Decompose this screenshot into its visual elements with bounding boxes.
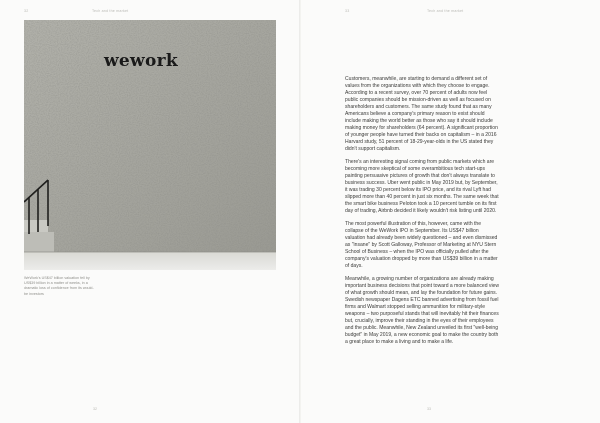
- running-head-page-number: 32: [24, 9, 29, 13]
- stone-step: [24, 220, 48, 232]
- paragraph: Customers, meanwhile, are starting to demand a different set of values from the organizations with which they choose to engage. According to a recent survey, over 70 percent of adults now feel public companies should be mission-driven as well as focused on shareholders and customers. The same study found that as many Americans believe a company's primary reason to exist should include making the world better as those who say it should include making money for shareholders (64 percent). A significant proportion of younger people have turned their backs on capitalism – in a 2016 Harvard study, 51 percent of 18-29-year-olds in the US stated they didn't support capitalism.: [345, 76, 498, 152]
- wework-building-photo: [24, 20, 276, 270]
- running-head-title: Tech and the market: [427, 9, 464, 13]
- page-number-left: 32: [93, 407, 97, 411]
- running-head-title: Tech and the market: [92, 9, 129, 13]
- body-text: [345, 76, 500, 352]
- paragraph: The most powerful illustration of this, however, came with the collapse of the WeWork IPO in September. Its US$47 billion valuation had already been widely questioned – and even dismissed as "insane" by Scott Galloway, Professor of Marketing at NYU Stern School of Business – when the IPO was officially pulled after the company's valuation dropped by more than US$39 billion in a matter of days.: [345, 221, 498, 269]
- stone-base: [24, 232, 54, 252]
- photo-caption: WeWork's US$47 billion valuation fell by US$39 billion in a matter of weeks, in a dramatic loss of confidence from its would-be investors: [24, 275, 94, 296]
- paragraph: Meanwhile, a growing number of organizations are already making important business decisions that point toward a more balanced view of what growth should mean, and lay the foundation for future gains. Swedish newspaper Dagens ETC banned advertising from fossil fuel firms and Walmart stopped selling ammunition for military-style weapons – two purposeful stands that will inevitably hit their finances but, crucially, improve their standing in the eyes of their employees and the public. Meanwhile, New Zealand unveiled its first "well-being budget" in May 2019, a new economic goal to make the country both a great place to make a living and to make a life.: [345, 276, 500, 345]
- left-page: [0, 0, 299, 423]
- running-head-page-number: 33: [345, 9, 350, 13]
- paragraph: There's an interesting signal coming from public markets which are becoming more skeptical of some overambitious tech start-ups painting persuasive pictures of growth that don't always translate to business success. Uber went public in May 2019 but, by September, it was trading 30 percent below its IPO price, and its rival Lyft had slipped more than 40 percent in just six months. The same week that the smart bike business Peloton took a 10 percent tumble on its first day of trading, Airbnb decided it likely wouldn't risk listing until 2020.: [345, 158, 499, 214]
- pavement: [24, 252, 276, 270]
- page-number-right: 33: [427, 407, 431, 411]
- wework-logo: wework: [104, 51, 178, 71]
